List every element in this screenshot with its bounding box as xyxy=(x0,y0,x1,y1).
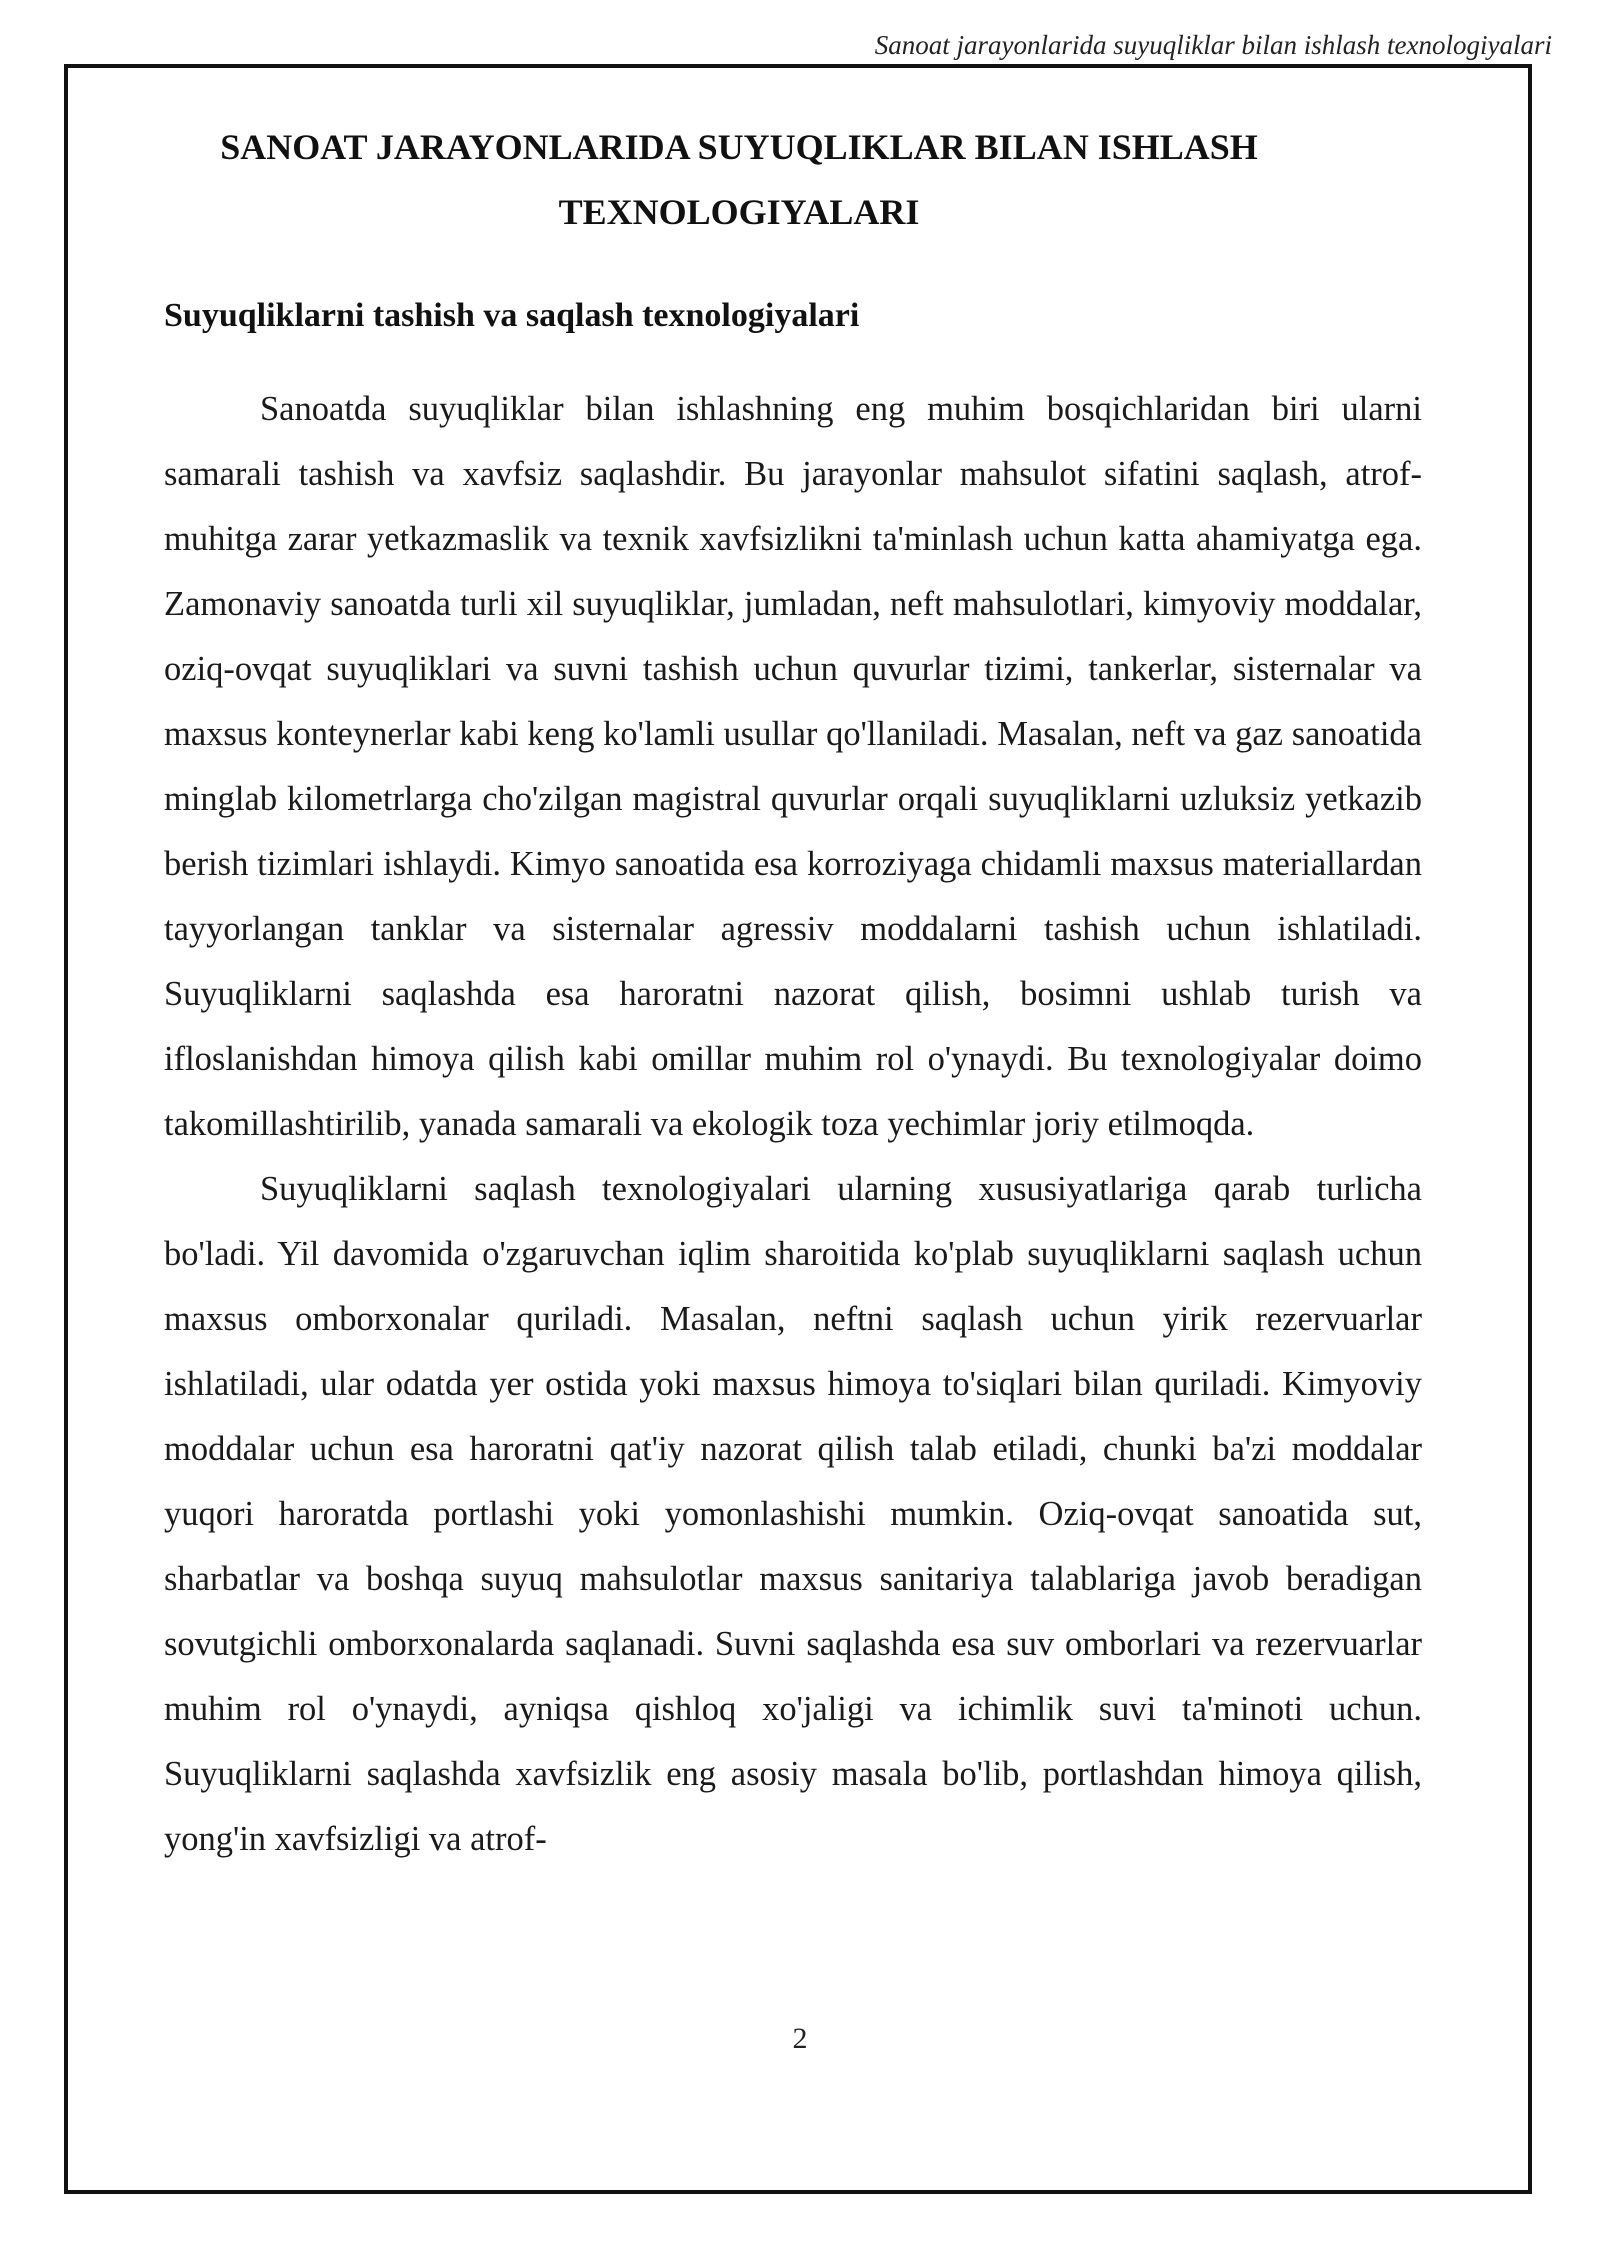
section-heading: Suyuqliklarni tashish va saqlash texnologiyalari xyxy=(164,297,860,334)
document-title xyxy=(165,115,1313,245)
running-header: Sanoat jarayonlarida suyuqliklar bilan ishlash texnologiyalari xyxy=(874,30,1552,60)
document-title-line-1: SANOAT JARAYONLARIDA SUYUQLIKLAR BILAN ISHLASH xyxy=(220,127,1258,167)
page-number: 2 xyxy=(792,2022,808,2055)
body-text xyxy=(164,377,1422,1872)
document-title-line-2: TEXNOLOGIYALARI xyxy=(558,192,920,232)
paragraph-1: Sanoatda suyuqliklar bilan ishlashning eng muhim bosqichlaridan biri ularni samarali tashish va xavfsiz saqlashdir. Bu jarayonlar mahsulot sifatini saqlash, atrof-muhitga zarar yetkazmaslik va texnik xavfsizlikni ta'minlash uchun katta ahamiyatga ega. Zamonaviy sanoatda turli xil suyuqliklar, jumladan, neft mahsulotlari, kimyoviy moddalar, oziq-ovqat suyuqliklari va suvni tashish uchun quvurlar tizimi, tankerlar, sisternalar va maxsus konteynerlar kabi keng ko'lamli usullar qo'llaniladi. Masalan, neft va gaz sanoatida minglab kilometrlarga cho'zilgan magistral quvurlar orqali suyuqliklarni uzluksiz yetkazib berish tizimlari ishlaydi. Kimyo sanoatida esa korroziyaga chidamli maxsus materiallardan tayyorlangan tanklar va sisternalar agressiv moddalarni tashish uchun ishlatiladi. Suyuqliklarni saqlashda esa haroratni nazorat qilish, bosimni ushlab turish va ifloslanishdan himoya qilish kabi omillar muhim rol o'ynaydi. Bu texnologiyalar doimo takomillashtirilib, yanada samarali va ekologik toza yechimlar joriy etilmoqda. xyxy=(164,390,1422,1143)
paragraph-2: Suyuqliklarni saqlash texnologiyalari ularning xususiyatlariga qarab turlicha bo'ladi. Yil davomida o'zgaruvchan iqlim sharoitida ko'plab suyuqliklarni saqlash uchun maxsus omborxonalar quriladi. Masalan, neftni saqlash uchun yirik rezervuarlar ishlatiladi, ular odatda yer ostida yoki maxsus himoya to'siqlari bilan quriladi. Kimyoviy moddalar uchun esa haroratni qat'iy nazorat qilish talab etiladi, chunki ba'zi moddalar yuqori haroratda portlashi yoki yomonlashishi mumkin. Oziq-ovqat sanoatida sut, sharbatlar va boshqa suyuq mahsulotlar maxsus sanitariya talablariga javob beradigan sovutgichli omborxonalarda saqlanadi. Suvni saqlashda esa suv omborlari va rezervuarlar muhim rol o'ynaydi, ayniqsa qishloq xo'jaligi va ichimlik suvi ta'minoti uchun. Suyuqliklarni saqlashda xavfsizlik eng asosiy masala bo'lib, portlashdan himoya qilish, yong'in xavfsizligi va atrof- xyxy=(164,1170,1422,1858)
